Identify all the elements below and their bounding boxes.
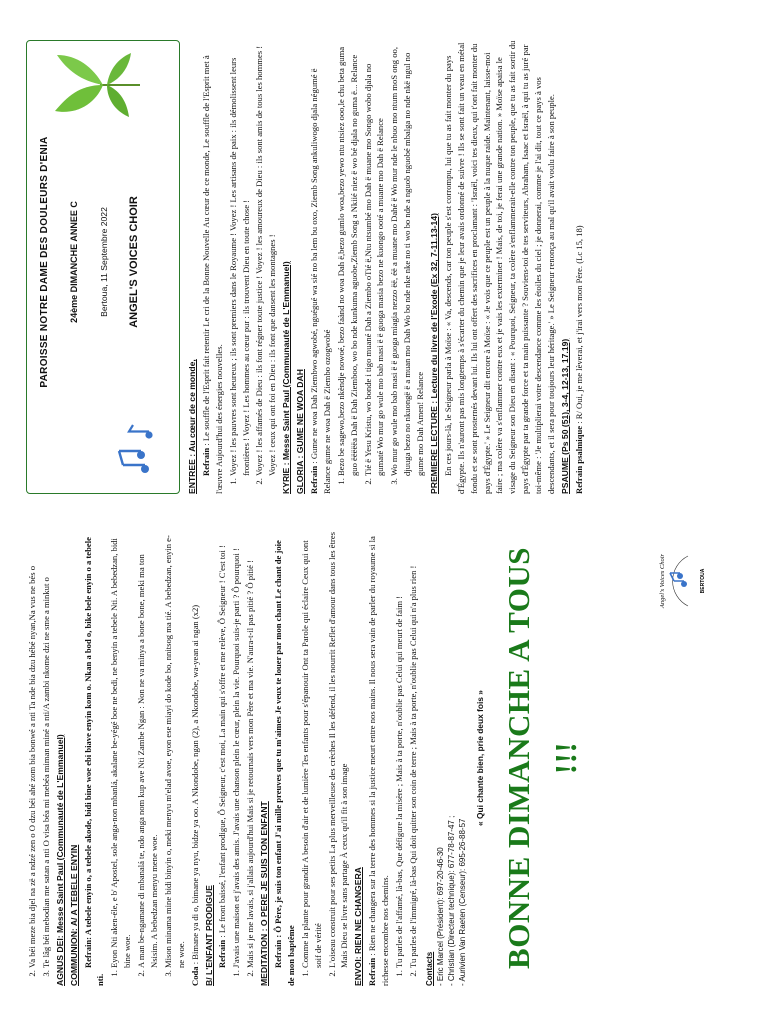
previous-verses xyxy=(26,530,53,986)
contact-line: - Aurivien Van Raeten (Censeur): 695-26-88-57 xyxy=(458,818,468,986)
leaf-plant-icon xyxy=(45,45,145,125)
verse: 2. A man be-ngamane di mbanalá te, ndo anga nom kup ave Nti Zambe Ngan : Non ne va minya a bone bone, meki ma ton Nsisim. A bebedzan menyu mene woe. xyxy=(135,530,161,968)
right-panel xyxy=(0,0,768,508)
verse: 3. Wo mur go wule mo bab masi ë ë guoga miagia nezzo ëë, éë a muane mo Dahé ë Wo mur nde le nbuo mo ntum moS ong oo, djuuga bezo no nkuongë ë a muan mo Dah Wo bo nde nke nke no ti wo bo nde a nguob nguobé mbalga no nde nkë ngul no gume mo Dah Amen! Relance xyxy=(388,40,427,476)
enfant-verses xyxy=(230,530,257,986)
verse: 3. Mison minama mine bidi binyin o, meki menyu m'elad avoe, eyon ese miayi do kode bo, nnitsog ma tié. A bebedzan, enyin e-ne woe. xyxy=(162,530,188,968)
left-panel xyxy=(0,516,768,1024)
enfant-refrain: Refrain : Le front baissé, l'enfant prodigue, Ô Seigneur, c'est moi, La main qui s'offre et me relève, Ô Seigneur ! C'est toi ! xyxy=(217,545,228,968)
verse: 1. Comme la plante pour grandir A besoin d'air et de lumière Tes enfants pour s'épanouir Ont ta Parole qui éclaire Ceux qui ont soif de vérité xyxy=(299,530,325,968)
verse: 1. J'avais une maison et j'avais des amis. J'avais une chanson plein le cœur, plein la vie. Pourquoi suis-je parti ? Ô pourquoi ! xyxy=(230,530,243,968)
verse: 1. Voyez ! les pauvres sont heureux ; ils sont premiers dans le Royaume ! Voyez ! Les artisans de paix : ils démolissent leurs frontières ! Voyez ! Les hommes au cœur pur : ils trouvent Dieu en toute chose ! xyxy=(227,40,253,476)
contacts xyxy=(424,530,487,986)
psaume-refrain: Refrain psalmique : R/ Oui, je me lèverai, et j'irai vers mon Père. (Lc 15, 18) xyxy=(573,225,584,494)
verse: 1. Eyon Nti aken-éle, e b' Apostel, sole anga-non mbanlá, akalane be-yégé boe ne bedi, ne benyin a tebele Nti. A bebedzan, bidi bine woe. xyxy=(108,530,134,968)
verse: 2. Va béi meze bia djel na zë a ndzé zen o O dzu béi ahé zom bia bonwé a nti Ta nde bia dzu hébé nyan,Na vus ne bés o xyxy=(26,530,39,968)
reading-title: PREMIERE LECTURE : Lecture du livre de l'Exode (Ex 32, 7-11.13-14) xyxy=(429,213,440,494)
agnus-title: AGNUS DEI: Messe Saint Paul (Communauté de L'Emmanuel) xyxy=(54,734,65,986)
verse: 2. Tié ë Yesu Kristu, wo bonde i tigo muané Dah a Ziembo oTié ë,Ntu ntsumbé mo Dah ë muane mo Songo wobo djala no gumaté Wo mur go wule mo bab masi ë ë guoga masia bezo ne kuongo ooté a muane mo Dah ë Relance xyxy=(362,40,388,476)
logo-sub: BERTOUA xyxy=(700,568,706,594)
coda: Coda : Bimane ya di o, bimane ya nyu, bidze ya oo. A Nkondobe, ngan (2), a Nkondobe, wa-yean ai ngan (x2) xyxy=(189,604,200,986)
greeting: BONNE DIMANCHE A TOUS !!! xyxy=(501,547,583,969)
envoi-verses xyxy=(393,530,420,986)
communion-title: COMMUNION: A/ A TEBELE ENYIN xyxy=(68,844,79,986)
logo-text: Angel's Voices Choir xyxy=(659,553,666,609)
entree-refrain: Refrain : Le souffle de l'Esprit fait retentir Le cri de la Bonne Nouvelle Au cœur de ce monde, Le souffle de l'Esprit met à l'œuvre Aujourd'hui des énergies nouvelles. xyxy=(200,55,224,494)
envoi-title: ENVOI: RIEN NE CHANGERA xyxy=(353,867,364,986)
parish-name: PAROISSE NOTRE DAME DES DOULEURS D'ENIA xyxy=(39,136,50,388)
music-notes-icon xyxy=(101,413,161,483)
contacts-title: Contacts xyxy=(424,951,434,986)
gloria-refrain: Refrain : Gume ne woa Dah Ziembwo agwobé, nguégué wa sié no ba lem bu oxo, Ziemb Song ankuliwogo djala négumé ë Relance gume ne woa Dah ë Ziembo ozogwobé xyxy=(309,68,332,494)
entree-title: ENTREE : Au cœur de ce monde, xyxy=(187,359,197,494)
meditation-refrain: Refrain : Ô Père, je suis ton enfant J'ai mille preuves que tu m'aimes Je veux te louer par mon chant Le chant de joie de mon baptême xyxy=(273,540,296,986)
meditation-title: MEDITATION : O PERE JE SUIS TON ENFANT xyxy=(259,801,270,986)
choir-name: ANGEL'S VOICES CHOIR xyxy=(128,196,141,328)
psaume-title: PSAUME (Ps 50 (51), 3-4, 12-13, 17.19) xyxy=(559,338,570,494)
header-text xyxy=(37,121,143,403)
kyrie-title: KYRIE : Messe Saint Paul (Communauté de L'Emmanuel) xyxy=(281,261,292,494)
verse: 2. Voyez ! les affamés de Dieu : ils font régner toute justice ! Voyez ! les amoureux de Dieu : ils sont amis de tous les hommes ! Voyez ! ceux qui ont foi en Dieu : ils font que dansent les montagnes ! xyxy=(253,40,279,476)
verse: 1. Bezo be sagewo,bezo nkèndje nowoé, bezo faànd no woa Dah ë,bezo gumlo woa,bezo yewo ntu ntsiez ooo,le chu beta guma guo ëëëëëa Dah ë Dah Ziemboo, wo bo nde kunkuma aguobe,Ziemb Song a Nkiié niez ë wo bé djala no guma ë... Relance xyxy=(335,40,361,476)
gloria-title: GLORIA : GUME NE WOA DAH xyxy=(295,369,306,494)
meditation-verses xyxy=(299,530,352,986)
verse: 2. Tu parles de l'immigré, là-bas Qui doit quitter son coin de terre ; Mais à ta porte, n'oublie pas Celui qui n'a plus rien ! xyxy=(407,530,420,968)
choir-logo-icon xyxy=(648,546,708,616)
bulletin-date: Bertoua, 11 Septembre 2022 xyxy=(98,207,109,317)
reading-text: En ces jours-là, le Seigneur parla à Moïse : « Va, descends, car ton peuple s'est corrompu, lui que tu as fait monter du pays d'Égypte. Ils n'auront pas mis longtemps à s'écarter du chemin que je leur avais ordonné de suivre ! Ils se sont fait un veau en métal fondu et se sont prosternés devant lui. Ils lui ont offert des sacrifices en proclamant : 'Israël, voici tes dieux, qui t'ont fait monter du pays d'Égypte.' » Le Seigneur dit encore à Moïse : « Je vois que ce peuple est un peuple à la nuque raide. Maintenant, laisse-moi faire ; ma colère va s'enflammer contre eux et je vais les exterminer ! Mais, de toi, je ferai une grande nation. » Moïse apaisa le visage du Seigneur son Dieu en disant : « Pourquoi, Seigneur, ta colère s'enflammerait-elle contre ton peuple, que tu as fait sortir du pays d'Égypte par ta grande force et ta main puissante ? Souviens-toi de tes serviteurs, Abraham, Isaac et Israël, à qui tu as juré par toi-même : 'Je multiplierai votre descendance comme les étoiles du ciel ; je donnerai, comme je l'ai dit, tout ce pays à vos descendants, et il sera pour toujours leur héritage.' » Le Seigneur renonça au mal qu'il avait voulu faire à son peuple. xyxy=(442,40,557,494)
envoi-refrain: Refrain : Rien ne changera sur la terre des hommes si la justice meurt entre nos mains. Il nous sera vain de parler du royaume si la richesse encombre nos chemins. xyxy=(367,536,391,986)
verse: 2. Mais si je me lavais, si j'allais aujourd'hui Mais si je retournais vers mon Père et ma vie. N'aura-t-il pas pitié ? Ô pitié ! xyxy=(244,530,257,968)
entree-verses xyxy=(227,40,280,494)
communion-refrain: Refrain: A tebele enyin o, a tebele akode, bidi bine woe ebi biave enyin kom o. Nkan a bod o, bike bele enyin o a tebele nti. xyxy=(82,537,106,986)
communion-verses xyxy=(108,530,187,986)
enfant-title: B/ L'ENFANT PRODIGUE xyxy=(203,885,214,986)
gloria-verses xyxy=(335,40,427,494)
contact-line: - Christian (Directeur technique): 677-78-87-47 ; xyxy=(447,815,457,986)
contact-line: - Eric Marcel (Président): 697-20-46-30 xyxy=(436,847,446,986)
header-box xyxy=(26,40,180,494)
verse: 3. Te lâg béi mebodian me satan a nti O visa béa mi mebéa miman miné a nti/A zambi nkome dzi ne sme a minkut o xyxy=(40,530,53,968)
verse: 1. Tu parles de l'affamé, là-bas, Que défigure la misère ; Mais à ta porte, n'oublie pas Celui qui meurt de faim ! xyxy=(393,530,406,968)
slogan: « Qui chante bien, prie deux fois » xyxy=(474,690,485,826)
verse: 2. L'oiseau construit pour ses petits La plus merveilleuse des crèches Il les défend, il les nourrit Reflet d'amour dans tous les êtres Mais Dieu se livre sans partage À ceux qu'il fit à son image xyxy=(326,530,352,968)
sunday-title: 24ème DIMANCHE ANNEE C xyxy=(69,201,79,323)
